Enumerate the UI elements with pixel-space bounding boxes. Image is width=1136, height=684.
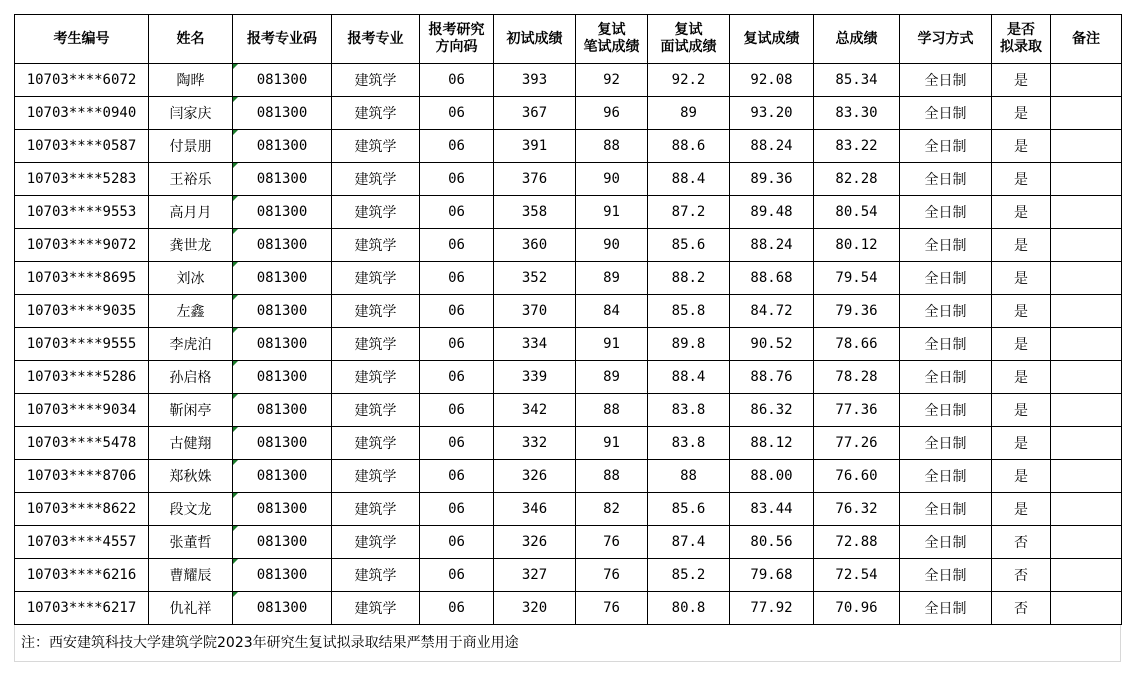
cell-candidate-id: 10703****6072 — [15, 64, 149, 97]
cell-candidate-id: 10703****9035 — [15, 295, 149, 328]
cell-total-score: 77.36 — [814, 394, 900, 427]
cell-major: 建筑学 — [332, 163, 420, 196]
cell-initial-score: 332 — [494, 427, 576, 460]
cell-retest-score: 83.44 — [730, 493, 814, 526]
cell-remarks — [1051, 64, 1122, 97]
cell-admitted: 是 — [992, 328, 1051, 361]
cell-study-mode: 全日制 — [900, 328, 992, 361]
cell-remarks — [1051, 130, 1122, 163]
cell-study-mode: 全日制 — [900, 361, 992, 394]
header-major-code — [233, 15, 332, 64]
cell-retest-score: 89.36 — [730, 163, 814, 196]
cell-interview-score: 87.4 — [648, 526, 730, 559]
table-row — [15, 229, 1122, 262]
cell-written-score: 91 — [576, 427, 648, 460]
table-row — [15, 493, 1122, 526]
cell-initial-score: 334 — [494, 328, 576, 361]
cell-study-mode: 全日制 — [900, 394, 992, 427]
cell-interview-score: 88.6 — [648, 130, 730, 163]
cell-direction-code: 06 — [420, 361, 494, 394]
cell-interview-score: 88.2 — [648, 262, 730, 295]
cell-initial-score: 326 — [494, 460, 576, 493]
cell-direction-code: 06 — [420, 559, 494, 592]
cell-remarks — [1051, 196, 1122, 229]
cell-written-score: 91 — [576, 328, 648, 361]
cell-written-score: 92 — [576, 64, 648, 97]
cell-remarks — [1051, 97, 1122, 130]
cell-major: 建筑学 — [332, 130, 420, 163]
cell-total-score: 78.66 — [814, 328, 900, 361]
cell-initial-score: 352 — [494, 262, 576, 295]
cell-written-score: 90 — [576, 229, 648, 262]
cell-admitted: 否 — [992, 526, 1051, 559]
cell-written-score: 88 — [576, 460, 648, 493]
header-text: 复试成绩 — [743, 30, 800, 47]
cell-major-code: 081300 — [233, 526, 332, 559]
cell-remarks — [1051, 229, 1122, 262]
header-candidate-id — [15, 15, 149, 64]
cell-major-code: 081300 — [233, 130, 332, 163]
header-text: 是否 — [1007, 22, 1035, 38]
cell-admitted: 否 — [992, 559, 1051, 592]
cell-retest-score: 88.00 — [730, 460, 814, 493]
cell-initial-score: 339 — [494, 361, 576, 394]
cell-major: 建筑学 — [332, 427, 420, 460]
cell-total-score: 80.54 — [814, 196, 900, 229]
header-text: 学习方式 — [917, 30, 974, 47]
header-text-2: 笔试成绩 — [583, 39, 640, 55]
cell-major: 建筑学 — [332, 262, 420, 295]
header-initial-score — [494, 15, 576, 64]
cell-total-score: 77.26 — [814, 427, 900, 460]
cell-major: 建筑学 — [332, 229, 420, 262]
cell-major: 建筑学 — [332, 328, 420, 361]
cell-name: 龚世龙 — [149, 229, 233, 262]
cell-candidate-id: 10703****9553 — [15, 196, 149, 229]
header-retest-score — [730, 15, 814, 64]
cell-initial-score: 327 — [494, 559, 576, 592]
table-row — [15, 163, 1122, 196]
cell-interview-score: 80.8 — [648, 592, 730, 625]
header-text: 考生编号 — [53, 30, 110, 47]
cell-candidate-id: 10703****8695 — [15, 262, 149, 295]
cell-major-code: 081300 — [233, 229, 332, 262]
cell-interview-score: 83.8 — [648, 394, 730, 427]
table-row — [15, 427, 1122, 460]
cell-initial-score: 320 — [494, 592, 576, 625]
cell-admitted: 是 — [992, 262, 1051, 295]
cell-interview-score: 88 — [648, 460, 730, 493]
table-row — [15, 262, 1122, 295]
cell-retest-score: 89.48 — [730, 196, 814, 229]
admission-results-sheet — [14, 14, 1121, 662]
cell-major-code: 081300 — [233, 427, 332, 460]
header-name — [149, 15, 233, 64]
header-direction-code — [420, 15, 494, 64]
cell-initial-score: 342 — [494, 394, 576, 427]
cell-total-score: 80.12 — [814, 229, 900, 262]
cell-remarks — [1051, 526, 1122, 559]
cell-interview-score: 85.6 — [648, 229, 730, 262]
cell-direction-code: 06 — [420, 295, 494, 328]
cell-candidate-id: 10703****4557 — [15, 526, 149, 559]
cell-major: 建筑学 — [332, 196, 420, 229]
cell-major-code: 081300 — [233, 97, 332, 130]
cell-candidate-id: 10703****9034 — [15, 394, 149, 427]
cell-candidate-id: 10703****0587 — [15, 130, 149, 163]
cell-interview-score: 85.8 — [648, 295, 730, 328]
cell-total-score: 79.54 — [814, 262, 900, 295]
cell-name: 靳闲亭 — [149, 394, 233, 427]
cell-candidate-id: 10703****5478 — [15, 427, 149, 460]
cell-admitted: 否 — [992, 592, 1051, 625]
cell-total-score: 72.54 — [814, 559, 900, 592]
cell-retest-score: 88.76 — [730, 361, 814, 394]
cell-major: 建筑学 — [332, 361, 420, 394]
table-row — [15, 559, 1122, 592]
cell-direction-code: 06 — [420, 262, 494, 295]
cell-direction-code: 06 — [420, 427, 494, 460]
table-row — [15, 526, 1122, 559]
cell-direction-code: 06 — [420, 130, 494, 163]
cell-name: 曹耀辰 — [149, 559, 233, 592]
cell-initial-score: 391 — [494, 130, 576, 163]
cell-candidate-id: 10703****5283 — [15, 163, 149, 196]
header-text: 复试 — [674, 22, 703, 38]
cell-total-score: 83.22 — [814, 130, 900, 163]
cell-total-score: 83.30 — [814, 97, 900, 130]
cell-remarks — [1051, 262, 1122, 295]
cell-candidate-id: 10703****0940 — [15, 97, 149, 130]
cell-name: 孙启格 — [149, 361, 233, 394]
cell-direction-code: 06 — [420, 163, 494, 196]
cell-study-mode: 全日制 — [900, 262, 992, 295]
table-row — [15, 97, 1122, 130]
cell-direction-code: 06 — [420, 196, 494, 229]
cell-study-mode: 全日制 — [900, 559, 992, 592]
header-text: 备注 — [1072, 30, 1100, 47]
cell-retest-score: 93.20 — [730, 97, 814, 130]
cell-retest-score: 88.24 — [730, 130, 814, 163]
cell-direction-code: 06 — [420, 592, 494, 625]
cell-total-score: 79.36 — [814, 295, 900, 328]
table-body — [15, 64, 1122, 625]
header-text-2: 面试成绩 — [660, 39, 717, 55]
table-row — [15, 328, 1122, 361]
cell-retest-score: 92.08 — [730, 64, 814, 97]
cell-admitted: 是 — [992, 493, 1051, 526]
cell-interview-score: 85.2 — [648, 559, 730, 592]
cell-admitted: 是 — [992, 229, 1051, 262]
cell-retest-score: 84.72 — [730, 295, 814, 328]
cell-study-mode: 全日制 — [900, 196, 992, 229]
cell-study-mode: 全日制 — [900, 526, 992, 559]
cell-retest-score: 77.92 — [730, 592, 814, 625]
cell-initial-score: 393 — [494, 64, 576, 97]
cell-candidate-id: 10703****6217 — [15, 592, 149, 625]
cell-initial-score: 358 — [494, 196, 576, 229]
cell-admitted: 是 — [992, 361, 1051, 394]
cell-major-code: 081300 — [233, 460, 332, 493]
cell-direction-code: 06 — [420, 460, 494, 493]
cell-admitted: 是 — [992, 163, 1051, 196]
header-remarks — [1051, 15, 1122, 64]
cell-name: 王裕乐 — [149, 163, 233, 196]
cell-candidate-id: 10703****8706 — [15, 460, 149, 493]
header-interview-score — [648, 15, 730, 64]
table-row — [15, 394, 1122, 427]
cell-study-mode: 全日制 — [900, 427, 992, 460]
cell-admitted: 是 — [992, 97, 1051, 130]
cell-candidate-id: 10703****9555 — [15, 328, 149, 361]
cell-remarks — [1051, 163, 1122, 196]
cell-retest-score: 79.68 — [730, 559, 814, 592]
header-text-2: 拟录取 — [1000, 39, 1042, 55]
cell-remarks — [1051, 361, 1122, 394]
cell-major: 建筑学 — [332, 592, 420, 625]
cell-major-code: 081300 — [233, 196, 332, 229]
cell-direction-code: 06 — [420, 229, 494, 262]
cell-written-score: 89 — [576, 361, 648, 394]
cell-major-code: 081300 — [233, 493, 332, 526]
cell-written-score: 96 — [576, 97, 648, 130]
header-text: 报考研究 — [428, 22, 485, 38]
cell-name: 古健翔 — [149, 427, 233, 460]
cell-remarks — [1051, 493, 1122, 526]
cell-written-score: 88 — [576, 394, 648, 427]
cell-interview-score: 88.4 — [648, 361, 730, 394]
cell-direction-code: 06 — [420, 97, 494, 130]
cell-major-code: 081300 — [233, 295, 332, 328]
cell-initial-score: 367 — [494, 97, 576, 130]
cell-major: 建筑学 — [332, 394, 420, 427]
header-admitted — [992, 15, 1051, 64]
cell-remarks — [1051, 295, 1122, 328]
cell-direction-code: 06 — [420, 64, 494, 97]
cell-written-score: 88 — [576, 130, 648, 163]
cell-initial-score: 326 — [494, 526, 576, 559]
cell-candidate-id: 10703****9072 — [15, 229, 149, 262]
cell-candidate-id: 10703****6216 — [15, 559, 149, 592]
cell-name: 闫家庆 — [149, 97, 233, 130]
cell-interview-score: 83.8 — [648, 427, 730, 460]
cell-major: 建筑学 — [332, 97, 420, 130]
cell-admitted: 是 — [992, 64, 1051, 97]
cell-direction-code: 06 — [420, 328, 494, 361]
cell-interview-score: 92.2 — [648, 64, 730, 97]
cell-name: 段文龙 — [149, 493, 233, 526]
cell-major: 建筑学 — [332, 526, 420, 559]
cell-study-mode: 全日制 — [900, 97, 992, 130]
cell-major: 建筑学 — [332, 493, 420, 526]
cell-major-code: 081300 — [233, 592, 332, 625]
table-row — [15, 592, 1122, 625]
table-header-row — [15, 15, 1122, 64]
cell-admitted: 是 — [992, 295, 1051, 328]
cell-remarks — [1051, 394, 1122, 427]
header-text-2: 方向码 — [435, 39, 478, 55]
cell-written-score: 76 — [576, 559, 648, 592]
cell-remarks — [1051, 328, 1122, 361]
cell-name: 郑秋姝 — [149, 460, 233, 493]
cell-written-score: 82 — [576, 493, 648, 526]
cell-total-score: 78.28 — [814, 361, 900, 394]
cell-major: 建筑学 — [332, 64, 420, 97]
cell-major: 建筑学 — [332, 460, 420, 493]
cell-retest-score: 80.56 — [730, 526, 814, 559]
cell-remarks — [1051, 460, 1122, 493]
cell-interview-score: 89 — [648, 97, 730, 130]
cell-major-code: 081300 — [233, 361, 332, 394]
cell-major: 建筑学 — [332, 559, 420, 592]
cell-name: 付景朋 — [149, 130, 233, 163]
cell-total-score: 76.32 — [814, 493, 900, 526]
cell-admitted: 是 — [992, 196, 1051, 229]
cell-interview-score: 88.4 — [648, 163, 730, 196]
header-text: 初试成绩 — [506, 30, 563, 47]
cell-admitted: 是 — [992, 460, 1051, 493]
cell-name: 张董哲 — [149, 526, 233, 559]
cell-interview-score: 89.8 — [648, 328, 730, 361]
cell-written-score: 91 — [576, 196, 648, 229]
cell-written-score: 90 — [576, 163, 648, 196]
header-text: 复试 — [597, 22, 626, 38]
cell-initial-score: 370 — [494, 295, 576, 328]
header-total-score — [814, 15, 900, 64]
cell-major-code: 081300 — [233, 394, 332, 427]
cell-study-mode: 全日制 — [900, 229, 992, 262]
cell-major-code: 081300 — [233, 163, 332, 196]
cell-total-score: 82.28 — [814, 163, 900, 196]
cell-name: 仇礼祥 — [149, 592, 233, 625]
cell-retest-score: 88.12 — [730, 427, 814, 460]
cell-remarks — [1051, 559, 1122, 592]
cell-name: 高月月 — [149, 196, 233, 229]
cell-name: 刘冰 — [149, 262, 233, 295]
cell-initial-score: 346 — [494, 493, 576, 526]
table-row — [15, 460, 1122, 493]
cell-major-code: 081300 — [233, 328, 332, 361]
cell-study-mode: 全日制 — [900, 64, 992, 97]
cell-interview-score: 85.6 — [648, 493, 730, 526]
table-row — [15, 361, 1122, 394]
cell-major-code: 081300 — [233, 64, 332, 97]
cell-study-mode: 全日制 — [900, 493, 992, 526]
cell-major-code: 081300 — [233, 262, 332, 295]
cell-study-mode: 全日制 — [900, 163, 992, 196]
cell-total-score: 72.88 — [814, 526, 900, 559]
cell-study-mode: 全日制 — [900, 130, 992, 163]
cell-retest-score: 90.52 — [730, 328, 814, 361]
cell-direction-code: 06 — [420, 493, 494, 526]
cell-admitted: 是 — [992, 394, 1051, 427]
table-row — [15, 130, 1122, 163]
header-written-score — [576, 15, 648, 64]
cell-total-score: 85.34 — [814, 64, 900, 97]
header-major — [332, 15, 420, 64]
cell-name: 左鑫 — [149, 295, 233, 328]
table-row — [15, 64, 1122, 97]
cell-candidate-id: 10703****8622 — [15, 493, 149, 526]
table-row — [15, 196, 1122, 229]
footnote: 注：西安建筑科技大学建筑学院2023年研究生复试拟录取结果严禁用于商业用途 — [14, 625, 1121, 662]
cell-study-mode: 全日制 — [900, 460, 992, 493]
cell-name: 李虎泊 — [149, 328, 233, 361]
header-text: 总成绩 — [835, 30, 878, 47]
cell-name: 陶晔 — [149, 64, 233, 97]
header-text: 姓名 — [176, 30, 205, 47]
cell-initial-score: 376 — [494, 163, 576, 196]
cell-retest-score: 88.24 — [730, 229, 814, 262]
cell-admitted: 是 — [992, 427, 1051, 460]
cell-study-mode: 全日制 — [900, 592, 992, 625]
table-row — [15, 295, 1122, 328]
cell-major-code: 081300 — [233, 559, 332, 592]
cell-written-score: 89 — [576, 262, 648, 295]
cell-initial-score: 360 — [494, 229, 576, 262]
cell-major: 建筑学 — [332, 295, 420, 328]
cell-total-score: 76.60 — [814, 460, 900, 493]
header-study-mode — [900, 15, 992, 64]
cell-retest-score: 86.32 — [730, 394, 814, 427]
header-text: 报考专业 — [347, 30, 404, 47]
cell-admitted: 是 — [992, 130, 1051, 163]
cell-interview-score: 87.2 — [648, 196, 730, 229]
cell-direction-code: 06 — [420, 526, 494, 559]
cell-retest-score: 88.68 — [730, 262, 814, 295]
cell-study-mode: 全日制 — [900, 295, 992, 328]
cell-direction-code: 06 — [420, 394, 494, 427]
cell-remarks — [1051, 592, 1122, 625]
cell-total-score: 70.96 — [814, 592, 900, 625]
cell-candidate-id: 10703****5286 — [15, 361, 149, 394]
admission-results-table — [14, 14, 1122, 625]
cell-remarks — [1051, 427, 1122, 460]
header-text: 报考专业码 — [247, 30, 317, 47]
cell-written-score: 76 — [576, 592, 648, 625]
cell-written-score: 76 — [576, 526, 648, 559]
cell-written-score: 84 — [576, 295, 648, 328]
